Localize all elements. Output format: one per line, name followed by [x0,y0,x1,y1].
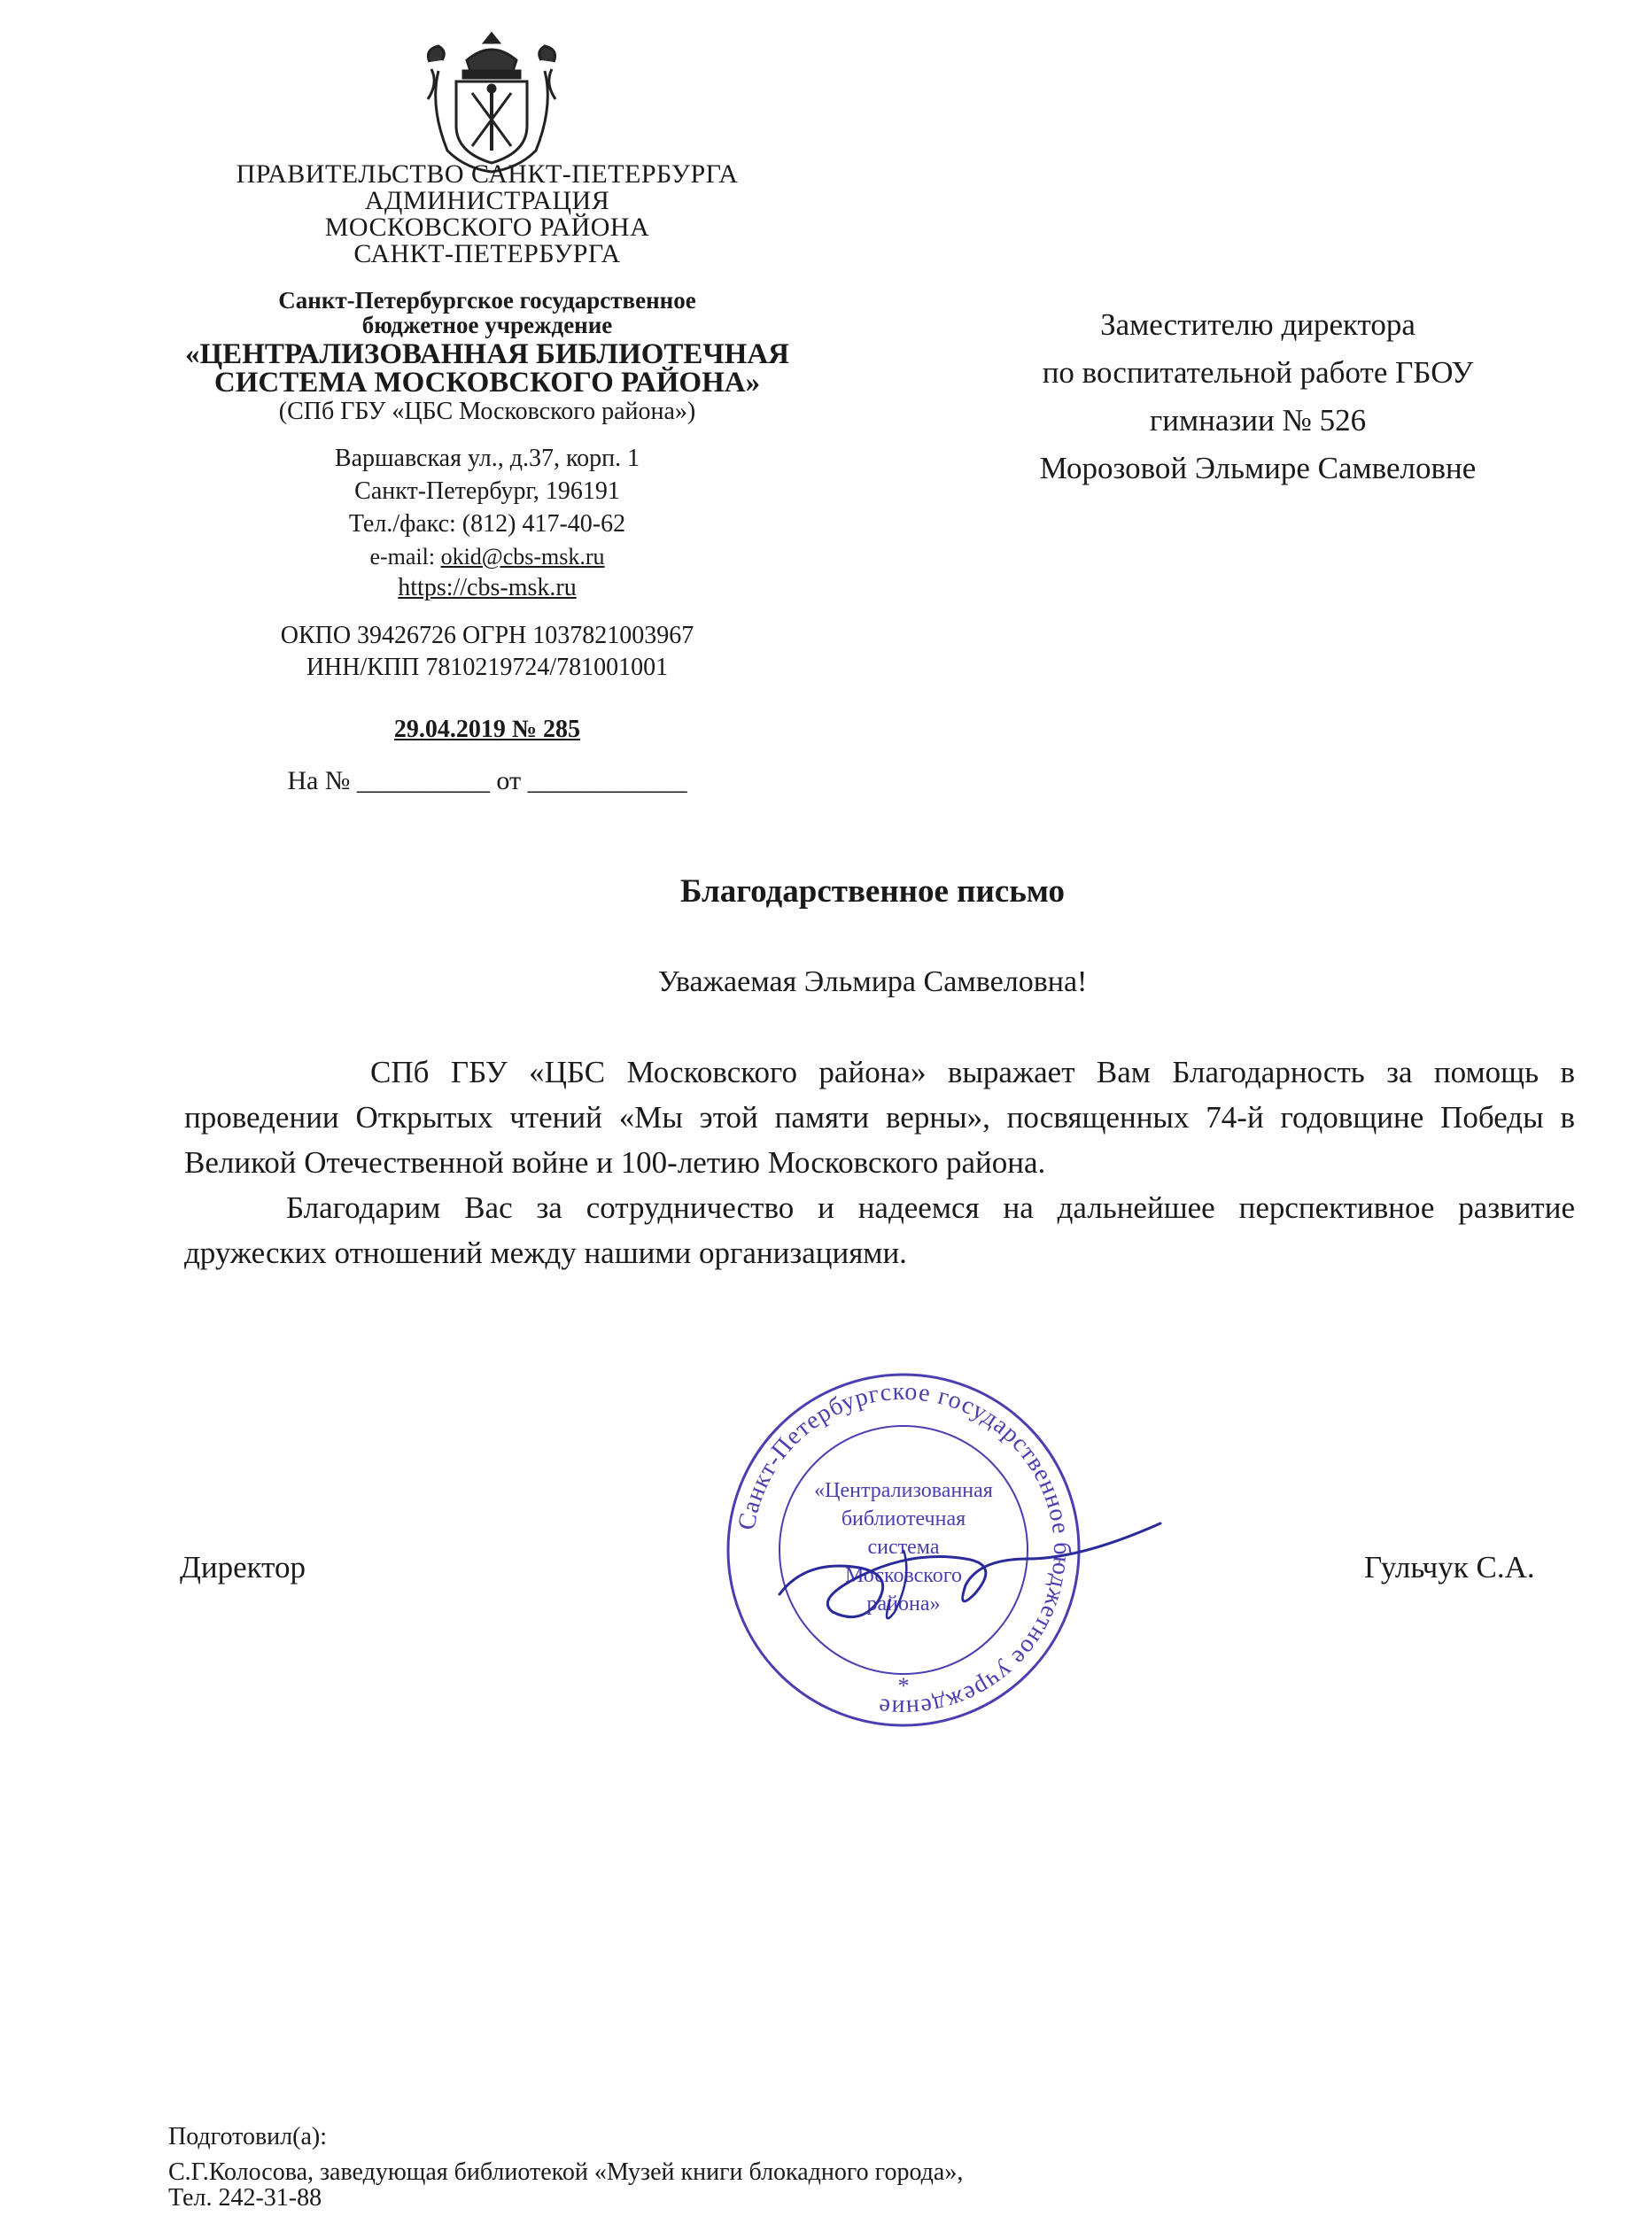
director-signature [771,1497,1187,1639]
prepared-by-label: Подготовил(а): [168,2123,327,2150]
city-label: САНКТ-ПЕТЕРБУРГА [353,239,621,268]
org-type-line2: бюджетное учреждение [361,312,613,338]
address-city: Санкт-Петербург, 196191 [354,477,620,505]
stamp-inner-line3: система [867,1536,940,1559]
website-line [159,572,815,604]
city-emblem-icon [412,27,571,177]
email-line [159,541,815,573]
doc-date-number-line [159,714,815,746]
org-name-line1: «ЦЕНТРАЛИЗОВАННАЯ БИБЛИОТЕЧНАЯ [185,338,789,370]
website-link[interactable]: https://cbs-msk.ru [398,574,577,601]
stamp-inner-line4: Московского [845,1564,962,1587]
letter-paragraph-1: СПб ГБУ «ЦБС Московского района» выражает Вам Благодарность за помощь в проведении Открытых чтений «Мы этой памяти верны», посвященных 74-й годовщине Победы в Великой Отечественной войне и 100-летию Московского района. [184,1055,1575,1180]
government-name: ПРАВИТЕЛЬСТВО САНКТ-ПЕТЕРБУРГА [236,159,739,189]
signer-position: Директор [180,1550,306,1585]
org-short-name: (СПб ГБУ «ЦБС Московского района») [278,398,696,425]
address-street: Варшавская ул., д.37, корп. 1 [334,445,640,472]
inn-kpp: ИНН/КПП 7810219724/781001001 [306,654,669,681]
signer-name: Гульчук С.А. [1364,1550,1535,1585]
addressee-line4: Морозовой Эльмире Самвеловне [1039,451,1477,485]
org-type-line1: Санкт-Петербургское государственное [278,287,696,314]
stamp-inner-line5: района» [866,1592,941,1616]
salutation: Уважаемая Эльмира Самвеловна! [657,965,1088,998]
addressee-line1: Заместителю директора [1100,307,1415,342]
preparer-phone: Тел. 242-31-88 [168,2184,322,2212]
letter-paragraph-2: Благодарим Вас за сотрудничество и надеемся на дальнейшее перспективное развитие дружеских отношений между нашими организациями. [184,1190,1575,1270]
preparer-details: С.Г.Колосова, заведующая библиотекой «Музей книги блокадного города», [168,2158,964,2186]
stamp-outer-text: Санкт-Петербургское государственное бюджетное учреждение [733,1377,1076,1723]
doc-date-number: 29.04.2019 № 285 [393,716,581,743]
administration-label: АДМИНИСТРАЦИЯ [364,186,610,215]
district-label: МОСКОВСКОГО РАЙОНА [324,213,650,242]
letter-title: Благодарственное письмо [680,873,1065,910]
addressee-line2: по воспитательной работе ГБОУ [1042,355,1474,390]
okpo-ogrn: ОКПО 39426726 ОГРН 1037821003967 [280,622,694,649]
email-link[interactable]: okid@cbs-msk.ru [440,544,605,569]
reply-reference: На № __________ от ____________ [287,766,687,795]
addressee-line3: гимназии № 526 [1149,403,1367,438]
email-label: e-mail: [369,544,441,569]
stamp-inner-line1: «Централизованная [814,1479,993,1502]
stamp-inner-line2: библиотечная [841,1507,966,1530]
org-name-line2: СИСТЕМА МОСКОВСКОГО РАЙОНА» [213,367,761,399]
stamp-star-icon: * [897,1673,910,1699]
phone-fax: Тел./факс: (812) 417-40-62 [348,510,626,538]
